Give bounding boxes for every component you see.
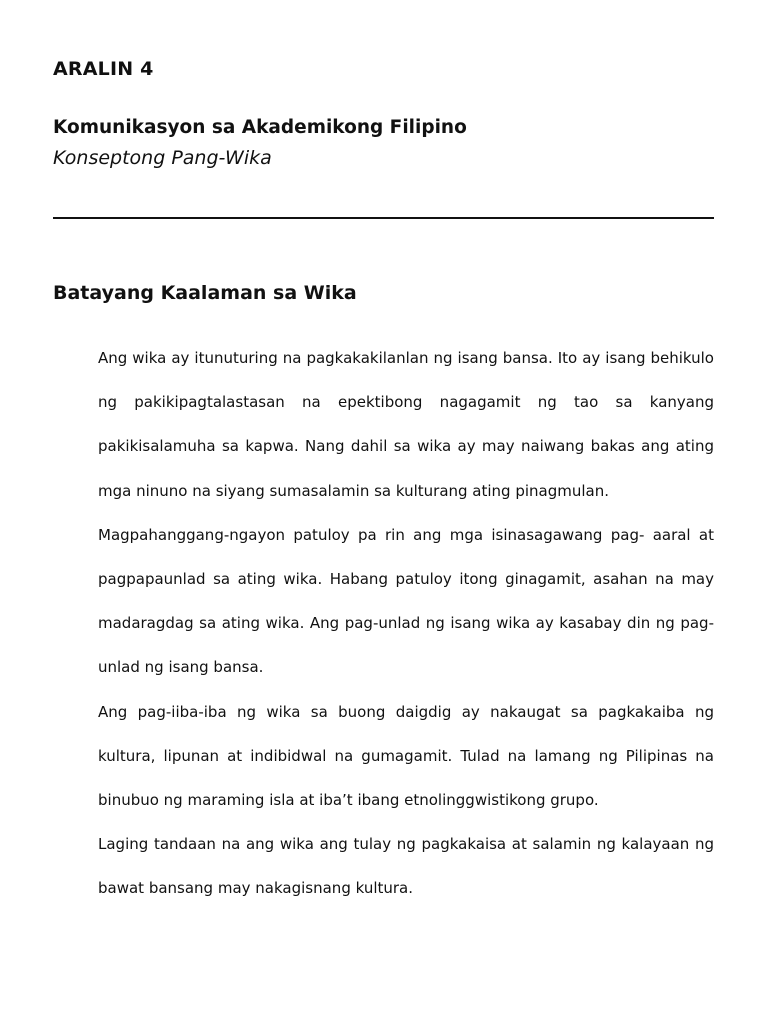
paragraph-4: Laging tandaan na ang wika ang tulay ng pagkakaisa at salamin ng kalayaan ng bawat bansang may nakagisnang kultura. — [98, 835, 714, 898]
section-heading: Batayang Kaalaman sa Wika — [53, 282, 357, 304]
horizontal-divider — [53, 217, 714, 219]
lesson-label: ARALIN 4 — [53, 58, 154, 80]
paragraph-2: Magpahanggang-ngayon patuloy pa rin ang mga isinasagawang pag- aaral at pagpapaunlad sa ating wika. Habang patuloy itong ginagamit, asahan na may madaragdag sa ating wika. Ang pag-unlad ng isang wika ay kasabay din ng pag-unlad ng isang bansa. — [98, 525, 714, 677]
course-title: Komunikasyon sa Akademikong Filipino — [53, 117, 467, 138]
body-text — [98, 336, 714, 911]
paragraph-3: Ang pag-iiba-iba ng wika sa buong daigdig ay nakaugat sa pagkakaiba ng kultura, lipunan at indibidwal na gumagamit. Tulad na lamang ng Pilipinas na binubuo ng maraming isla at iba’t ibang etnolinggwistikong grupo. — [98, 702, 714, 810]
course-subtitle: Konseptong Pang-Wika — [53, 147, 272, 169]
paragraph-1: Ang wika ay itunuturing na pagkakakilanlan ng isang bansa. Ito ay isang behikulo ng pakikipagtalastasan na epektibong nagagamit ng tao sa kanyang pakikisalamuha sa kapwa. Nang dahil sa wika ay may naiwang bakas ang ating mga ninuno na siyang sumasalamin sa kulturang ating pinagmulan. — [98, 349, 714, 500]
